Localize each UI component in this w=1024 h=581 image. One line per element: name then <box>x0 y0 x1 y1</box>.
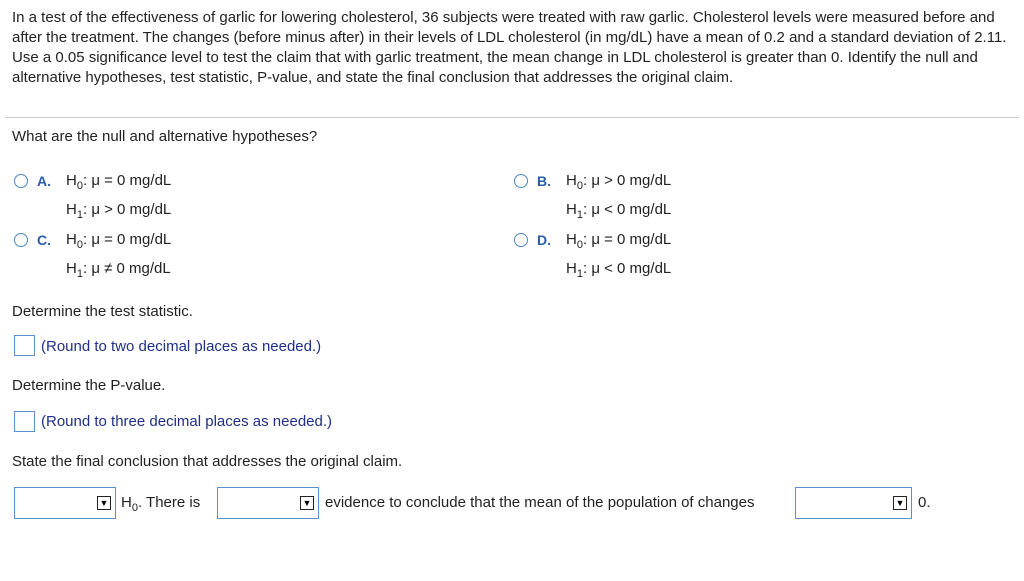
dropdown-arrow-icon[interactable]: ▼ <box>893 496 907 510</box>
choice-a-h1: μ > 0 mg/dL <box>91 201 172 218</box>
choice-b-h1: μ < 0 mg/dL <box>591 201 672 218</box>
choice-a-h0: μ = 0 mg/dL <box>91 172 172 189</box>
hypotheses-question: What are the null and alternative hypotheses? <box>12 128 318 145</box>
test-statistic-input[interactable] <box>14 335 35 356</box>
conclusion-question: State the final conclusion that addresses the original claim. <box>12 453 403 470</box>
choice-c-h1: μ ≠ 0 mg/dL <box>91 260 171 277</box>
radio-c[interactable] <box>14 233 28 247</box>
comparison-dropdown[interactable] <box>795 487 912 519</box>
conclusion-h0-text: $H_0$. There is <box>121 494 201 514</box>
choice-letter: B. <box>537 173 551 189</box>
test-statistic-question: Determine the test statistic. <box>12 303 193 320</box>
choice-letter: C. <box>37 232 51 248</box>
p-value-question: Determine the P-value. <box>12 377 166 394</box>
p-value-input[interactable] <box>14 411 35 432</box>
choice-letter: D. <box>537 232 551 248</box>
dropdown-arrow-icon[interactable]: ▼ <box>97 496 111 510</box>
radio-d[interactable] <box>514 233 528 247</box>
choice-d-h0: μ = 0 mg/dL <box>591 231 672 248</box>
radio-b[interactable] <box>514 174 528 188</box>
evidence-dropdown[interactable] <box>217 487 319 519</box>
choice-b-h0: μ > 0 mg/dL <box>591 172 672 189</box>
test-statistic-hint: (Round to two decimal places as needed.) <box>41 338 322 355</box>
radio-a[interactable] <box>14 174 28 188</box>
choice-d-h1: μ < 0 mg/dL <box>591 260 672 277</box>
problem-statement: In a test of the effectiveness of garlic for lowering cholesterol, 36 subjects were treated with raw garlic. Cholesterol levels were measured before and after the treatment. The changes (before minus after) in their levels of LDL cholesterol (in mg/dL) have a mean of 0.2 and a standard deviation of 2.11. Use a 0.05 significance level to test the claim that with garlic treatment, the mean change in LDL cholesterol is greater than 0. Identify the null and alternative hypotheses, test statistic, P-value, and state the final conclusion that addresses the original claim. <box>12 9 1007 86</box>
reject-decision-dropdown[interactable] <box>14 487 116 519</box>
choice-letter: A. <box>37 173 51 189</box>
conclusion-end-text: 0. <box>918 494 931 511</box>
dropdown-arrow-icon[interactable]: ▼ <box>300 496 314 510</box>
p-value-hint: (Round to three decimal places as needed.) <box>41 413 333 430</box>
divider <box>5 117 1019 118</box>
choice-c-h0: μ = 0 mg/dL <box>91 231 172 248</box>
conclusion-middle-text: evidence to conclude that the mean of the population of changes <box>325 494 755 511</box>
